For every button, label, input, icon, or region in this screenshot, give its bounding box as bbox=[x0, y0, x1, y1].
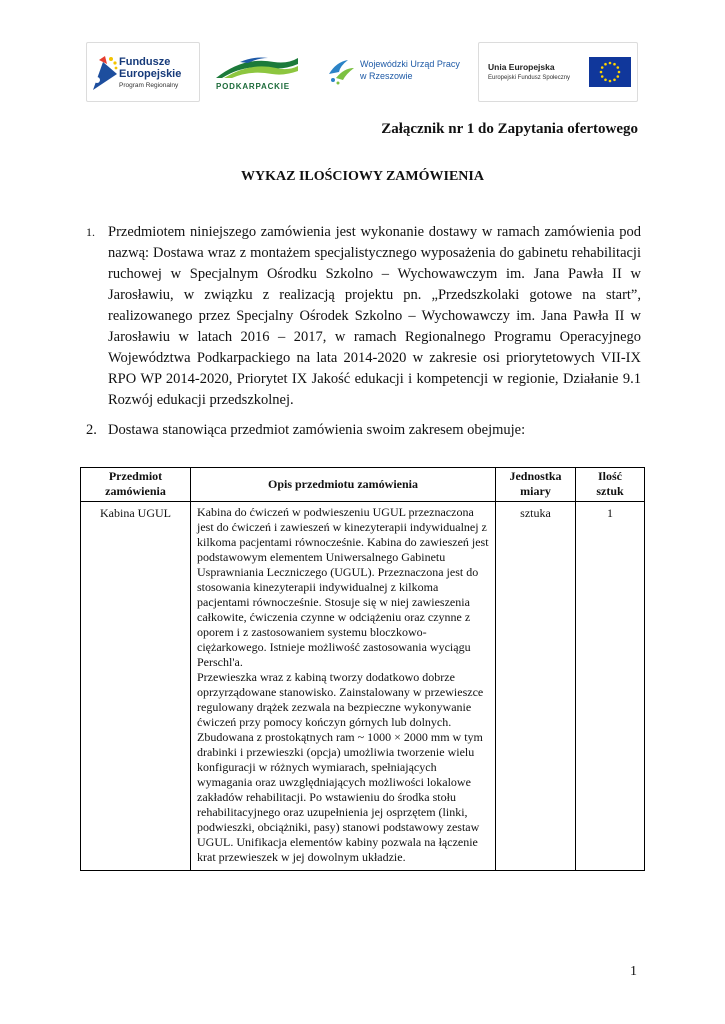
logo-fundusze-line1: Fundusze bbox=[119, 56, 171, 68]
cell-quantity: 1 bbox=[576, 502, 645, 871]
eu-funds-star-icon bbox=[91, 52, 121, 92]
logo-header bbox=[86, 42, 638, 102]
logo-wup-line1: Wojewódzki Urząd Pracy bbox=[360, 59, 460, 69]
header-description: Opis przedmiotu zamówienia bbox=[191, 468, 496, 502]
logo-podkarpackie-text: PODKARPACKIE bbox=[216, 82, 290, 91]
header-item: Przedmiot zamówienia bbox=[81, 468, 191, 502]
podkarpackie-hills-icon bbox=[214, 54, 300, 80]
cell-description bbox=[191, 502, 496, 871]
header-unit: Jednostka miary bbox=[496, 468, 576, 502]
order-table bbox=[80, 467, 645, 871]
table-row bbox=[81, 502, 645, 871]
eu-flag-icon bbox=[589, 57, 631, 87]
attachment-label: Załącznik nr 1 do Zapytania ofertowego bbox=[381, 121, 638, 137]
list-item-text: Dostawa stanowiąca przedmiot zamówienia swoim zakresem obejmuje: bbox=[108, 422, 526, 438]
document-title: WYKAZ ILOŚCIOWY ZAMÓWIENIA bbox=[241, 169, 484, 184]
wup-bird-icon bbox=[326, 56, 356, 86]
cell-item-name: Kabina UGUL bbox=[81, 502, 191, 871]
logo-fundusze-line3: Program Regionalny bbox=[119, 82, 179, 89]
logo-fundusze-line2: Europejskie bbox=[119, 68, 182, 80]
description-paragraph: Kabina do ćwiczeń w podwieszeniu UGUL przeznaczona jest do ćwiczeń i zawieszeń w kinezyterapii indywidualnej z kilkoma pacjentami równocześnie. Kabina do zawieszeń jest podstawowym elementem Uniwersalnego Gabinetu Usprawniania Leczniczego (UGUL). Przeznaczona jest do stosowania kinezyterapii indywidualnej z kilkoma pacjentami równocześnie. Stosuje się w niej zawieszenia całkowite, ćwiczenia czynne w odciążeniu oraz czynne z oporem i z zastosowaniem systemu bloczkowo-ciężarkowego. Istnieje możliwość zastosowania wyciągu Perschl'a. bbox=[197, 505, 489, 669]
table-header-row bbox=[81, 468, 645, 502]
podkarpackie-logo bbox=[212, 42, 304, 100]
unia-europejska-logo bbox=[478, 42, 638, 102]
list-item-text: Przedmiotem niniejszego zamówienia jest wykonanie dostawy w ramach zamówienia pod nazwą: Dostawa wraz z montażem specjalistycznego wyposażenia do gabinetu rehabilitacji ruchowej w Specjalnym Ośrodku Szkolno – Wychowawczym im. Jana Pawła II w Jarosławiu, w związku z realizacją projektu pn. „Przedszkolaki gotowe na start”, realizowanego przez Specjalny Ośrodek Szkolno – Wychowawczy im. Jana Pawła II w Jarosławiu w latach 2016 – 2017, w ramach Regionalnego Programu Operacyjnego Województwa Podkarpackiego na lata 2014-2020 w zakresie osi priorytetowych VII-IX RPO WP 2014-2020, Priorytet IX Jakość edukacji i kompetencji w regionie, Działanie 9.1 Rozwój edukacji przedszkolnej. bbox=[108, 224, 641, 408]
fundusze-europejskie-logo bbox=[86, 42, 200, 102]
numbered-list bbox=[86, 222, 641, 441]
list-item bbox=[86, 222, 641, 411]
list-item-number: 2. bbox=[86, 422, 97, 438]
logo-ue-line1: Unia Europejska bbox=[488, 62, 555, 72]
logo-wup-line2: w Rzeszowie bbox=[360, 71, 413, 81]
list-item bbox=[86, 420, 641, 441]
page-number: 1 bbox=[630, 964, 637, 979]
logo-ue-line2: Europejski Fundusz Społeczny bbox=[488, 75, 571, 81]
wup-logo bbox=[322, 42, 462, 100]
description-paragraph: Przewieszka wraz z kabiną tworzy dodatkowo dobrze oprzyrządowane stanowisko. Zainstalowany w przewieszce regulowany drążek zezwala na bezpieczne wykonywanie ćwiczeń przy pomocy kończyn górnych lub dolnych. Zbudowana z prostokątnych ram ~ 1000 × 2000 mm w tym drabinki i przewieszki (opcja) umożliwia tworzenie wielu konfiguracji w różnych wymiarach, spełniających wymagania oraz uwzględniających możliwości lokalowe zakładów rehabilitacji. Po wstawieniu do środka stołu rehabilitacyjnego oraz uzupełnienia jej osprzętem (linki, podwieszki, obciążniki, pasy) stanowi podstawowy zestaw UGUL. Unifikacja elementów kabiny pozwala na łączenie krat przewieszek w jej dowolnym układzie. bbox=[197, 670, 484, 864]
list-item-number: 1. bbox=[86, 225, 95, 239]
cell-unit: sztuka bbox=[496, 502, 576, 871]
header-quantity: Ilość sztuk bbox=[576, 468, 645, 502]
